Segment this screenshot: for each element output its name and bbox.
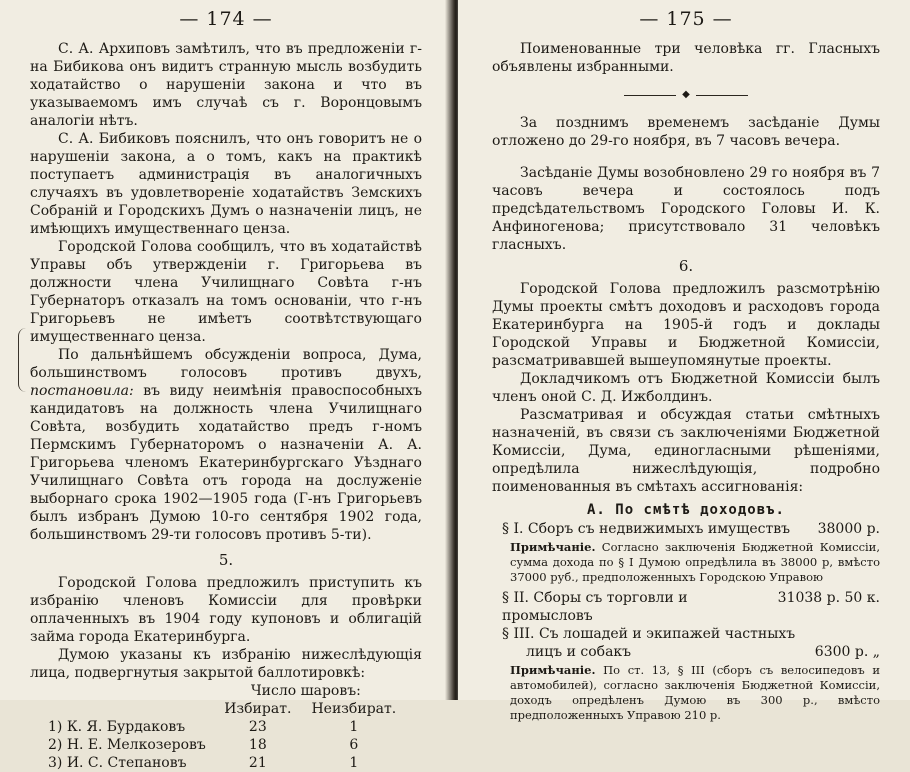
table-row: [44, 754, 402, 772]
paragraph: Докладчикомъ отъ Бюджетной Комиссiи былъ членъ оной С. Д. Ижболдинъ.: [492, 371, 880, 405]
ditto-mark: „: [872, 644, 880, 660]
paragraph: По дальнѣйшемъ обсужденiи вопроса, Дума, большинствомъ голосовъ противъ двухъ, постановила: въ виду неимѣнiя правоспособныхъ кандидатовъ на должность члена Училищнаго Совѣта, возбудить ходатайство предъ г-номъ Пермскимъ Губернаторомъ о назначенiи А. А. Григорьева членомъ Екатеринбургскаго Уѣзднаго Училищнаго Совѣта отъ города на дослуженiе выборнаго срока 1902—1905 года (Г-нъ Григорьевъ былъ избранъ Думою 10-го сентября 1902 года, большинствомъ 29-ти голосовъ противъ 5-ти).: [30, 347, 422, 543]
votes-against: 6: [349, 737, 359, 753]
budget-item-amount: 6300 р.: [814, 644, 869, 660]
paragraph: С. А. Архиповъ замѣтилъ, что въ предложенiи г-на Бибикова онъ видитъ странную мысль возбудить ходатайство о нарушенiи закона и что въ указываемомъ имъ случаѣ съ г. Воронцовымъ аналогiи нѣтъ.: [30, 41, 422, 129]
paragraph: Поименованные три человѣка гг. Гласныхъ объявлены избранными.: [492, 41, 880, 75]
page-number: — 174 —: [179, 8, 273, 30]
budget-item-amount: 31038 р. 50 к.: [777, 590, 880, 606]
ballot-table: [44, 682, 402, 772]
votes-for: 23: [248, 719, 267, 735]
note: [510, 540, 880, 585]
note-title: Примѣчанiе.: [510, 540, 596, 554]
paragraph: Городской Голова предложилъ разсмотрѣнiю Думы проекты смѣтъ доходовъ и расходовъ города Екатеринбурга на 1905-й годъ и доклады Городской Управы и Бюджетной Комиссiи, разсматривавшей вышеупомянутые проекты.: [492, 281, 880, 369]
paragraph: Городской Голова предложилъ приступить къ избранiю членовъ Комиссiи для провѣрки оплаченныхъ въ 1904 году купоновъ и облигацiй займа города Екатеринбурга.: [30, 575, 422, 645]
votes-against: 1: [349, 755, 359, 771]
paragraph: Думою указаны къ избранiю нижеслѣдующiя лица, подвергнутыя закрытой баллотировкѣ:: [30, 647, 422, 681]
paragraph: Разсматривая и обсуждая статьи смѣтныхъ назначенiй, въ связи съ заключенiями Бюджетной Комиссiи, Дума, единогласными рѣшенiями, опредѣлила нижеслѣдующiя, подробно поименованныя въ смѣтахъ ассигнованiя:: [492, 407, 880, 495]
divider-ornament: [492, 90, 880, 100]
ballot-header-title: Число шаровъ:: [250, 683, 361, 699]
budget-item: [492, 625, 880, 643]
left-page: [0, 0, 452, 771]
budget-item: [492, 589, 880, 625]
revenue-heading: А. По смѣтѣ доходовъ.: [586, 502, 785, 518]
votes-against: 1: [349, 719, 359, 735]
note-text: По ст. 13, § III (сборъ съ велосипедовъ и автомобилей), согласно заключенiя Бюджетной Комиссiи, доходъ опредѣленъ Думою въ 300 р., вмѣсто предположенныхъ Управою 210 р.: [510, 663, 881, 722]
budget-item-amount: 38000 р.: [817, 521, 880, 537]
section-number: 5.: [218, 551, 234, 569]
section-number: 6.: [678, 257, 694, 275]
paragraph: Засѣданiе Думы возобновлено 29 го ноября въ 7 часовъ вечера и состоялось подъ предсѣдательствомъ Городского Головы И. К. Анфиногенова; присутствовало 31 человѣкъ гласныхъ.: [492, 165, 880, 253]
paragraph: За позднимъ временемъ засѣданiе Думы отложено до 29-го ноября, въ 7 часовъ вечера.: [492, 115, 880, 149]
column-header-for: Избират.: [224, 701, 292, 717]
budget-item: [492, 520, 880, 538]
candidate-name: 2) Н. Е. Мелкозеровъ: [48, 737, 206, 753]
note: [510, 663, 880, 723]
paragraph: Городской Голова сообщилъ, что въ ходатайствѣ Управы объ утвержденiи г. Григорьева въ должности члена Училищнаго Совѣта г-нъ Губернаторъ отказалъ на томъ основанiи, что г-нъ Григорьевъ не имѣетъ соотвѣтствующаго имущественнаго ценза.: [30, 239, 422, 345]
budget-item-label: лицъ и собакъ: [526, 644, 632, 660]
divider-line: [624, 95, 676, 96]
votes-for: 18: [248, 737, 267, 753]
table-row: [44, 718, 402, 736]
table-row: [44, 736, 402, 754]
paragraph: С. А. Бибиковъ пояснилъ, что онъ говоритъ не о нарушенiи закона, а о томъ, какъ на практикѣ поступаетъ администрацiя въ аналогичныхъ случаяхъ въ удовлетворенiе ходатайствъ Земскихъ Собранiй и Городскихъ Думъ о назначенiи лицъ, не имѣющихъ имущественнаго ценза.: [30, 131, 422, 237]
budget-item-label: § I. Сборъ съ недвижимыхъ имуществъ: [502, 521, 791, 537]
resolution-keyword: постановила:: [30, 383, 134, 399]
column-header-against: Неизбират.: [311, 701, 397, 717]
ornament-icon: ◆: [682, 89, 690, 100]
budget-item-continued: [492, 643, 880, 661]
candidate-name: 1) К. Я. Бурдаковъ: [48, 719, 186, 735]
votes-for: 21: [248, 755, 267, 771]
budget-item-label: § II. Сборы съ торговли и промысловъ: [502, 590, 688, 624]
candidate-name: 3) И. С. Степановъ: [48, 755, 187, 771]
budget-item-label: § III. Съ лошадей и экипажей частныхъ: [502, 626, 796, 642]
page-number: — 175 —: [639, 8, 733, 30]
note-title: Примѣчанiе.: [510, 663, 596, 677]
margin-bracket-mark: [18, 328, 27, 392]
note-text: Согласно заключенiя Бюджетной Комиссiи, сумма дохода по § I Думою опредѣлила въ 38000 р, вмѣсто 37000 руб., предположенныхъ Городскою Управою: [510, 540, 881, 584]
divider-line: [696, 95, 748, 96]
right-page: [458, 0, 910, 722]
